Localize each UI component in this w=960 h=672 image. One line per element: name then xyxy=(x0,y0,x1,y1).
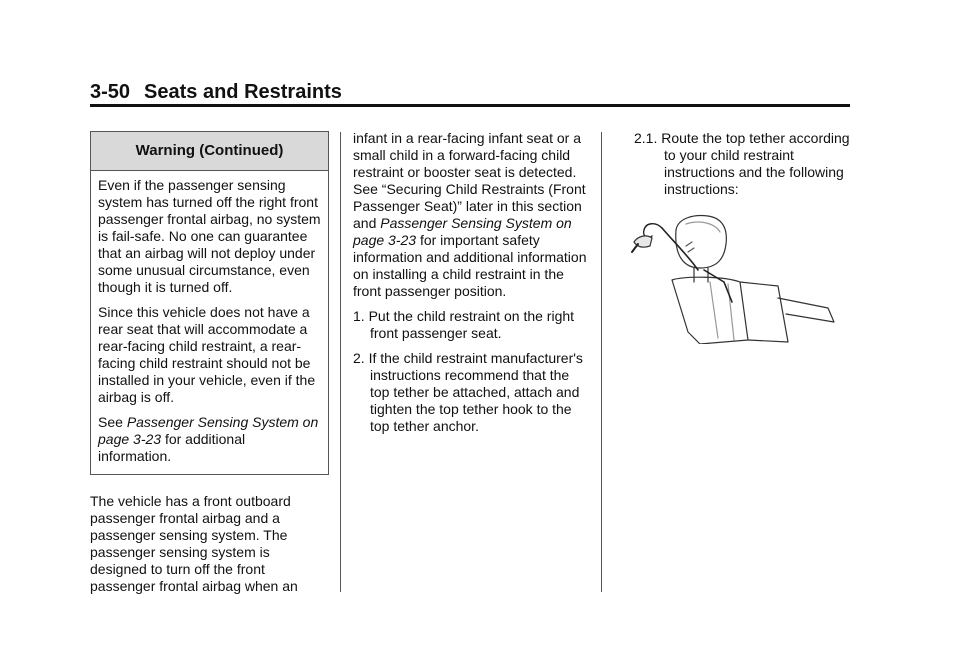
warning-paragraph-1: Even if the passenger sensing system has turned off the right front passenger frontal airbag, no system is fail-safe. No one can guarantee that an airbag will not deploy under some unusual circumstance, even though it is turned off. xyxy=(98,177,321,295)
cross-reference-link[interactable]: Passenger Sensing System on page 3-23 xyxy=(353,215,572,248)
list-item: 2.1. Route the top tether according to your child restraint instructions and the following instructions: xyxy=(634,130,850,197)
list-item: 1. Put the child restraint on the right front passenger seat. xyxy=(353,308,575,341)
section-title: Seats and Restraints xyxy=(144,81,342,103)
column-divider-1 xyxy=(340,132,341,592)
page-number: 3-50 xyxy=(90,81,131,103)
instruction-substeps xyxy=(634,130,850,198)
seatback-shape xyxy=(672,277,748,344)
column-divider-2 xyxy=(601,132,602,592)
body-paragraph: The vehicle has a front outboard passenger frontal airbag and a passenger sensing system. The passenger sensing system is designed to turn off the front passenger frontal airbag when an xyxy=(90,493,298,594)
header-rule xyxy=(90,104,850,107)
instruction-steps xyxy=(353,308,591,435)
column-2 xyxy=(353,130,591,443)
cross-reference-link[interactable]: Passenger Sensing System on page 3-23 xyxy=(98,414,319,447)
page-header xyxy=(90,80,850,104)
headrest-shape xyxy=(676,216,727,268)
column-1-text xyxy=(90,493,327,603)
list-item: 2. If the child restraint manufacturer's instructions recommend that the top tether be attached, attach and tighten the top tether hook to the top tether anchor. xyxy=(353,350,583,434)
warning-box xyxy=(90,131,329,475)
warning-paragraph-3: See Passenger Sensing System on page 3-23 for additional information. xyxy=(98,414,319,464)
body-paragraph: infant in a rear-facing infant seat or a small child in a forward-facing child restraint or booster seat is detected. See “Securing Child Restraints (Front Passenger Seat)” later in this section and Passenger Sensing System on page 3-23 for important safety information and additional information on installing a child restraint in the front passenger position. xyxy=(353,130,587,299)
column-3 xyxy=(634,130,850,206)
warning-title: Warning (Continued) xyxy=(91,132,328,171)
warning-paragraph-2: Since this vehicle does not have a rear seat that will accommodate a rear-facing child restraint, a rear-facing child restraint should not be installed in your vehicle, even if the airbag is off. xyxy=(98,304,316,405)
warning-body xyxy=(91,171,328,465)
tether-routing-illustration xyxy=(628,212,836,344)
